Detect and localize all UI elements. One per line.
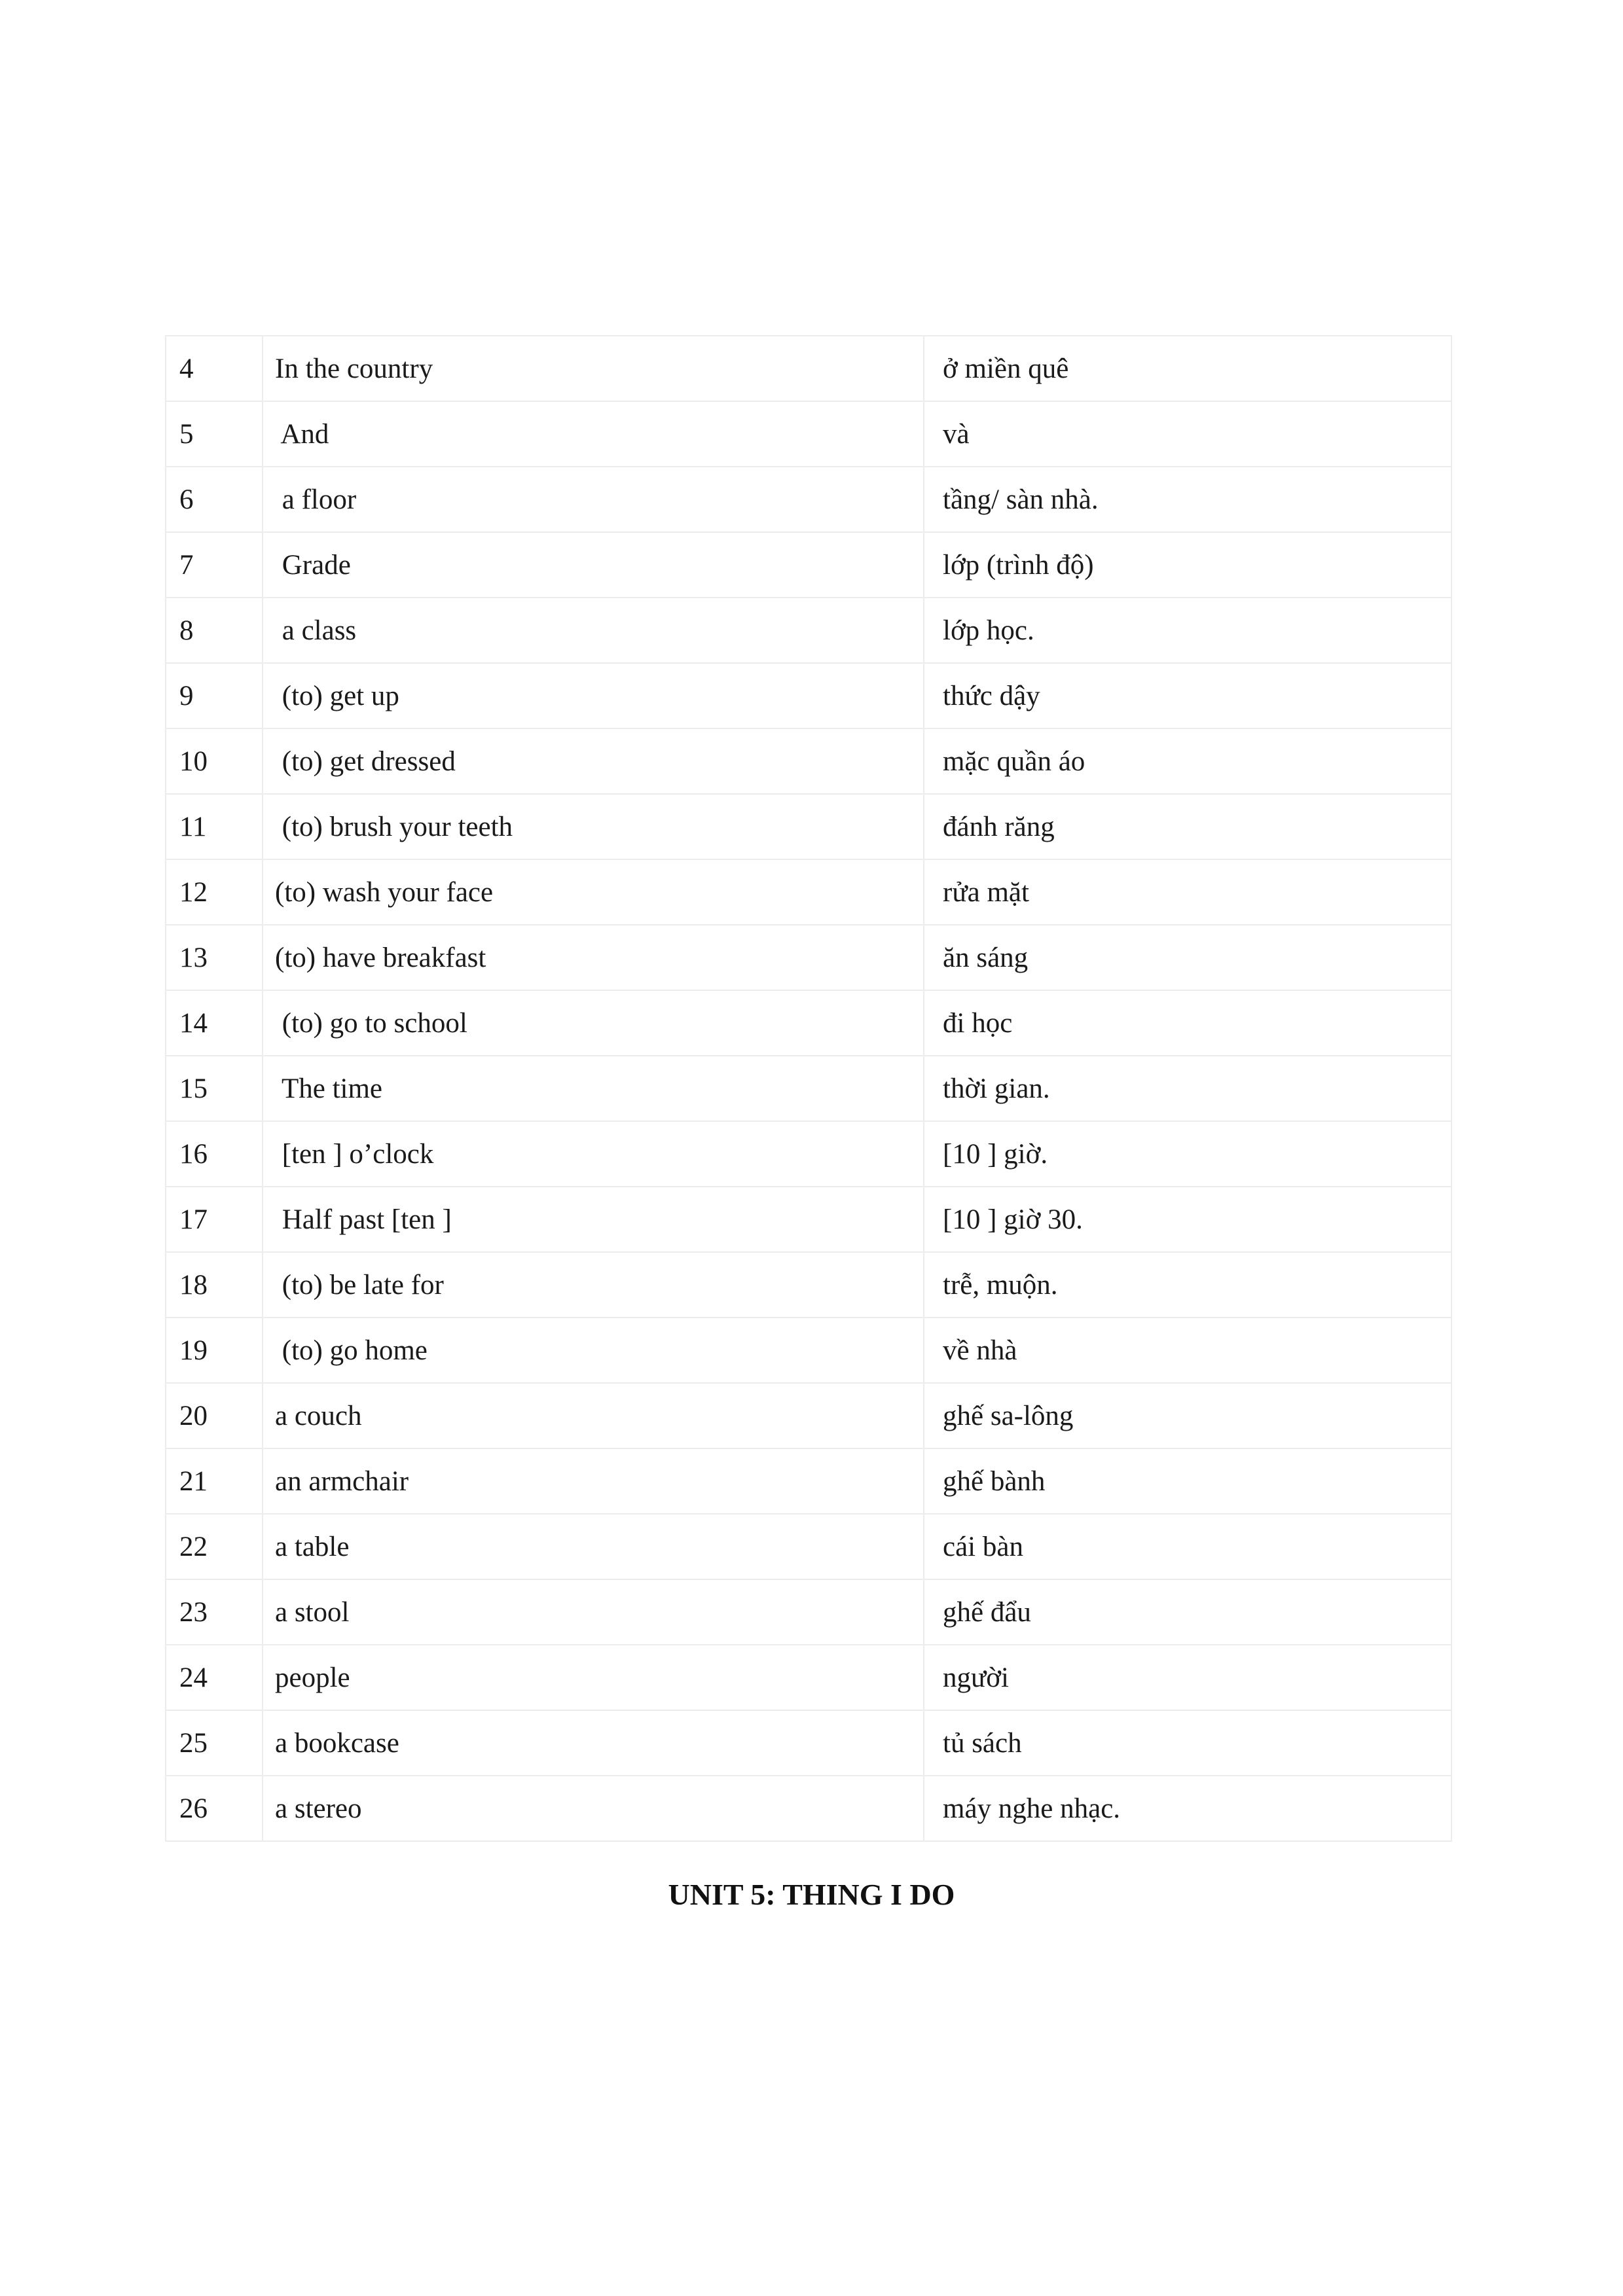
table-row [166, 1383, 1451, 1448]
row-number: 17 [166, 1187, 263, 1252]
table-row [166, 1252, 1451, 1318]
english-term: In the country [263, 336, 924, 401]
vietnamese-meaning: lớp học. [924, 598, 1451, 663]
english-term: a stool [263, 1579, 924, 1645]
english-term: a class [263, 598, 924, 663]
row-number: 7 [166, 532, 263, 598]
english-term: And [263, 401, 924, 467]
table-row [166, 990, 1451, 1056]
row-number: 13 [166, 925, 263, 990]
english-term: (to) get up [263, 663, 924, 728]
english-term: a floor [263, 467, 924, 532]
english-term: Grade [263, 532, 924, 598]
unit-heading: UNIT 5: THING I DO [668, 1878, 955, 1911]
table-row [166, 859, 1451, 925]
row-number: 24 [166, 1645, 263, 1710]
table-row [166, 1448, 1451, 1514]
row-number: 8 [166, 598, 263, 663]
table-row [166, 401, 1451, 467]
vietnamese-meaning: [10 ] giờ. [924, 1121, 1451, 1187]
vietnamese-meaning: thời gian. [924, 1056, 1451, 1121]
vietnamese-meaning: ghế sa-lông [924, 1383, 1451, 1448]
english-term: people [263, 1645, 924, 1710]
vietnamese-meaning: ăn sáng [924, 925, 1451, 990]
row-number: 12 [166, 859, 263, 925]
table-row [166, 1710, 1451, 1776]
vietnamese-meaning: ở miền quê [924, 336, 1451, 401]
english-term: (to) be late for [263, 1252, 924, 1318]
row-number: 10 [166, 728, 263, 794]
row-number: 19 [166, 1318, 263, 1383]
table-row [166, 663, 1451, 728]
row-number: 9 [166, 663, 263, 728]
english-term: (to) wash your face [263, 859, 924, 925]
vocabulary-table [165, 335, 1452, 1842]
table-row [166, 794, 1451, 859]
english-term: [ten ] o’clock [263, 1121, 924, 1187]
row-number: 5 [166, 401, 263, 467]
row-number: 6 [166, 467, 263, 532]
row-number: 22 [166, 1514, 263, 1579]
row-number: 25 [166, 1710, 263, 1776]
english-term: a stereo [263, 1776, 924, 1841]
vietnamese-meaning: và [924, 401, 1451, 467]
table-row [166, 1056, 1451, 1121]
table-row [166, 1776, 1451, 1841]
vietnamese-meaning: tầng/ sàn nhà. [924, 467, 1451, 532]
vietnamese-meaning: máy nghe nhạc. [924, 1776, 1451, 1841]
vietnamese-meaning: người [924, 1645, 1451, 1710]
vietnamese-meaning: trễ, muộn. [924, 1252, 1451, 1318]
table-row [166, 728, 1451, 794]
english-term: (to) go home [263, 1318, 924, 1383]
table-row [166, 336, 1451, 401]
english-term: an armchair [263, 1448, 924, 1514]
table-row [166, 467, 1451, 532]
english-term: (to) have breakfast [263, 925, 924, 990]
row-number: 15 [166, 1056, 263, 1121]
vietnamese-meaning: [10 ] giờ 30. [924, 1187, 1451, 1252]
table-row [166, 925, 1451, 990]
row-number: 23 [166, 1579, 263, 1645]
english-term: The time [263, 1056, 924, 1121]
english-term: (to) get dressed [263, 728, 924, 794]
vietnamese-meaning: về nhà [924, 1318, 1451, 1383]
english-term: (to) brush your teeth [263, 794, 924, 859]
english-term: a bookcase [263, 1710, 924, 1776]
table-row [166, 1579, 1451, 1645]
vocabulary-table-body [166, 336, 1451, 1841]
table-row [166, 1514, 1451, 1579]
vietnamese-meaning: tủ sách [924, 1710, 1451, 1776]
vietnamese-meaning: rửa mặt [924, 859, 1451, 925]
vietnamese-meaning: đánh răng [924, 794, 1451, 859]
vietnamese-meaning: đi học [924, 990, 1451, 1056]
row-number: 21 [166, 1448, 263, 1514]
table-row [166, 1645, 1451, 1710]
row-number: 16 [166, 1121, 263, 1187]
table-row [166, 1187, 1451, 1252]
vietnamese-meaning: cái bàn [924, 1514, 1451, 1579]
vietnamese-meaning: lớp (trình độ) [924, 532, 1451, 598]
row-number: 14 [166, 990, 263, 1056]
row-number: 26 [166, 1776, 263, 1841]
vietnamese-meaning: ghế đẩu [924, 1579, 1451, 1645]
vietnamese-meaning: mặc quần áo [924, 728, 1451, 794]
row-number: 20 [166, 1383, 263, 1448]
english-term: a couch [263, 1383, 924, 1448]
table-row [166, 1318, 1451, 1383]
english-term: Half past [ten ] [263, 1187, 924, 1252]
table-row [166, 1121, 1451, 1187]
row-number: 18 [166, 1252, 263, 1318]
table-row [166, 598, 1451, 663]
english-term: (to) go to school [263, 990, 924, 1056]
vietnamese-meaning: ghế bành [924, 1448, 1451, 1514]
table-row [166, 532, 1451, 598]
english-term: a table [263, 1514, 924, 1579]
row-number: 11 [166, 794, 263, 859]
row-number: 4 [166, 336, 263, 401]
vietnamese-meaning: thức dậy [924, 663, 1451, 728]
